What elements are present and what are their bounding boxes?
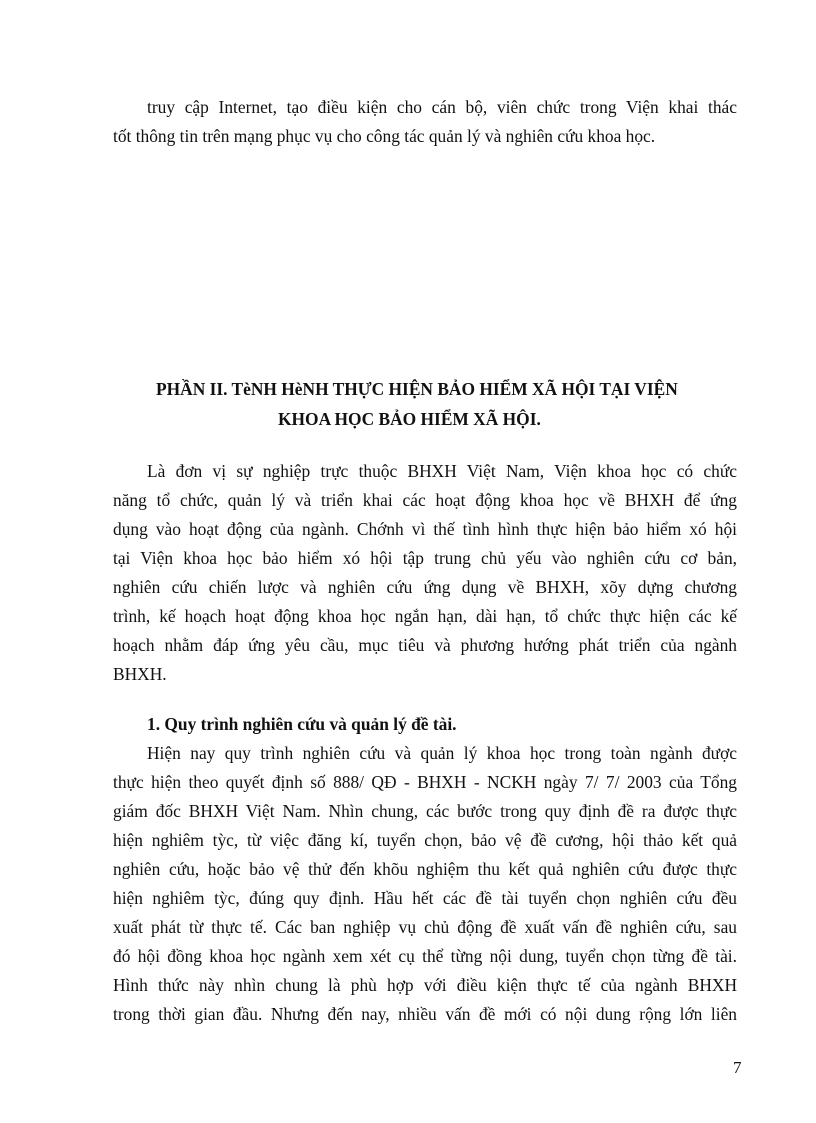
part-heading-line-1: PHẦN II. TèNH HèNH THỰC HIỆN BẢO HIỂM XÃ HỘI TẠI VIỆN [156,379,678,399]
part-heading-line-2: KHOA HỌC BẢO HIỂM XÃ HỘI. [278,409,541,429]
section1-line-8: đó hội đồng khoa học ngành xem xét cụ thể từng nội dung, tuyển chọn từng đề tài. [113,946,737,966]
section1-line-6: hiện nghiêm tỳc, đúng quy định. Hầu hết các đề tài tuyển chọn nghiên cứu đều [113,888,737,908]
section1-line-2: thực hiện theo quyết định số 888/ QĐ - BHXH - NCKH ngày 7/ 7/ 2003 của Tổng [113,772,737,792]
page-number: 7 [733,1058,742,1077]
paragraph1-line-7: hoạch nhằm đáp ứng yêu cầu, mục tiêu và phương hướng phát triển của ngành [113,635,737,655]
section1-line-1: Hiện nay quy trình nghiên cứu và quản lý khoa học trong toàn ngành được [147,743,737,763]
paragraph1-line-4: tại Viện khoa học bảo hiểm xó hội tập trung chủ yếu vào nghiên cứu cơ bản, [113,548,737,568]
paragraph1-line-6: trình, kế hoạch hoạt động khoa học ngắn hạn, dài hạn, tổ chức thực hiện các kế [113,606,737,626]
paragraph1-line-5: nghiên cứu chiến lược và nghiên cứu ứng dụng về BHXH, xõy dựng chương [113,577,737,597]
section1-line-7: xuất phát từ thực tế. Các ban nghiệp vụ chủ động đề xuất vấn đề nghiên cứu, sau [113,917,737,937]
section1-line-5: nghiên cứu, hoặc bảo vệ thử đến khõu nghiệm thu kết quả nghiên cứu được thực [113,859,737,879]
section1-line-9: Hình thức này nhìn chung là phù hợp với điều kiện thực tế của ngành BHXH [113,975,737,995]
paragraph1-line-3: dụng vào hoạt động của ngành. Chớnh vì thế tình hình thực hiện bảo hiểm xó hội [113,519,737,539]
section1-line-4: hiện nghiêm tỳc, từ việc đăng kí, tuyển chọn, bảo vệ đề cương, hội thảo kết quả [113,830,737,850]
intro-line-1: truy cập Internet, tạo điều kiện cho cán bộ, viên chức trong Viện khai thác [147,97,737,117]
section1-title: 1. Quy trình nghiên cứu và quản lý đề tài. [147,714,457,734]
section1-line-10: trong thời gian đầu. Nhưng đến nay, nhiều vấn đề mới có nội dung rộng lớn liên [113,1004,737,1024]
intro-line-2: tốt thông tin trên mạng phục vụ cho công tác quản lý và nghiên cứu khoa học. [113,126,656,146]
paragraph1-line-1: Là đơn vị sự nghiệp trực thuộc BHXH Việt Nam, Viện khoa học có chức [147,461,737,481]
paragraph1-line-2: năng tổ chức, quản lý và triển khai các hoạt động khoa học về BHXH để ứng [113,490,737,510]
paragraph1-line-8: BHXH. [113,664,167,684]
section1-line-3: giám đốc BHXH Việt Nam. Nhìn chung, các bước trong quy định đề ra được thực [113,801,737,821]
